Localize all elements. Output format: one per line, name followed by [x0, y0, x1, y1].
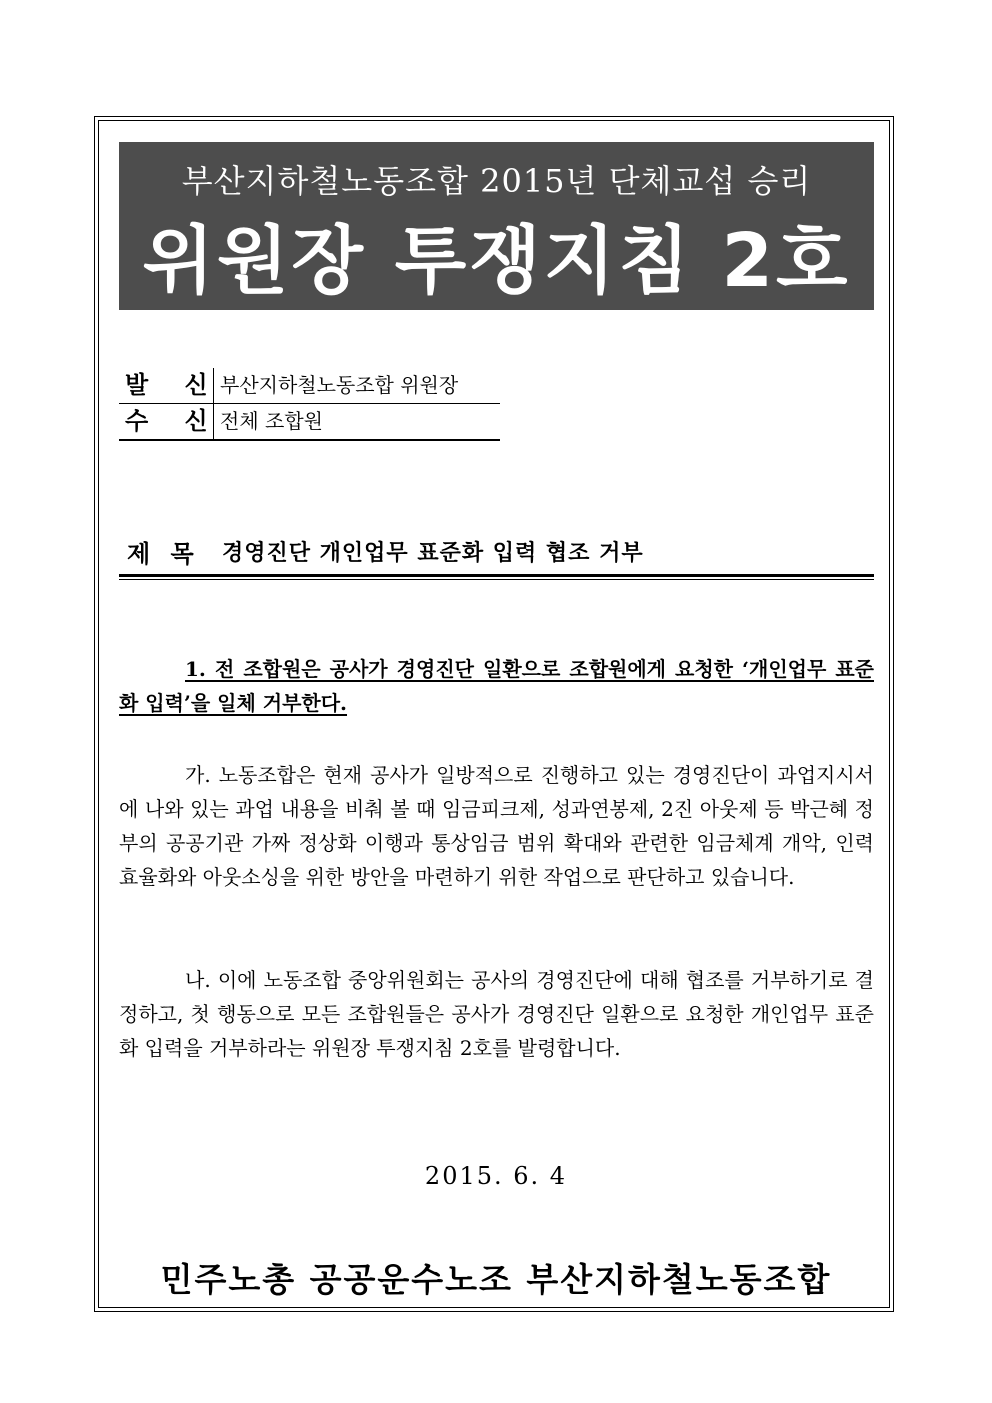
title-banner: [119, 142, 874, 310]
sender-recipient-table: [119, 368, 500, 441]
sender-row: [119, 368, 500, 404]
recipient-label: 수 신: [119, 404, 214, 439]
sender-label: 발 신: [119, 368, 214, 403]
sender-value: 부산지하철노동조합 위원장: [220, 373, 459, 397]
subject-text: 경영진단 개인업무 표준화 입력 협조 거부: [222, 540, 644, 566]
subject-label: 제 목: [127, 540, 200, 568]
recipient-row: [119, 404, 500, 441]
body-paragraph-ga: 가. 노동조합은 현재 공사가 일방적으로 진행하고 있는 경영진단이 과업지시서에 나와 있는 과업 내용을 비춰 볼 때 임금피크제, 성과연봉제, 2진 아웃제 등 박근혜 정부의 공공기관 가짜 정상화 이행과 통상임금 범위 확대와 관련한 임금체계 개악, 인력 효율화와 아웃소싱을 위한 방안을 마련하기 위한 작업으로 판단하고 있습니다.: [119, 763, 874, 889]
subject-rule-thin: [119, 579, 874, 580]
body-paragraph-na: 나. 이에 노동조합 중앙위원회는 공사의 경영진단에 대해 협조를 거부하기로 결정하고, 첫 행동으로 모든 조합원들은 공사가 경영진단 일환으로 요청한 개인업무 표준화 입력을 거부하라는 위원장 투쟁지침 2호를 발령합니다.: [119, 968, 874, 1060]
banner-title: 위원장 투쟁지침 2호: [142, 218, 851, 304]
recipient-value: 전체 조합원: [220, 409, 323, 433]
directive-paragraph: 1. 전 조합원은 공사가 경영진단 일환으로 조합원에게 요청한 ‘개인업무 표준화 입력’을 일체 거부한다.: [119, 657, 874, 715]
issue-date: 2015. 6. 4: [424, 1162, 568, 1190]
issuing-organization: 민주노총 공공운수노조 부산지하철노동조합: [160, 1260, 832, 1299]
subject-line: [119, 532, 874, 576]
subject-rule-thick: [119, 574, 874, 577]
banner-subtitle: 부산지하철노동조합 2015년 단체교섭 승리: [181, 162, 812, 200]
